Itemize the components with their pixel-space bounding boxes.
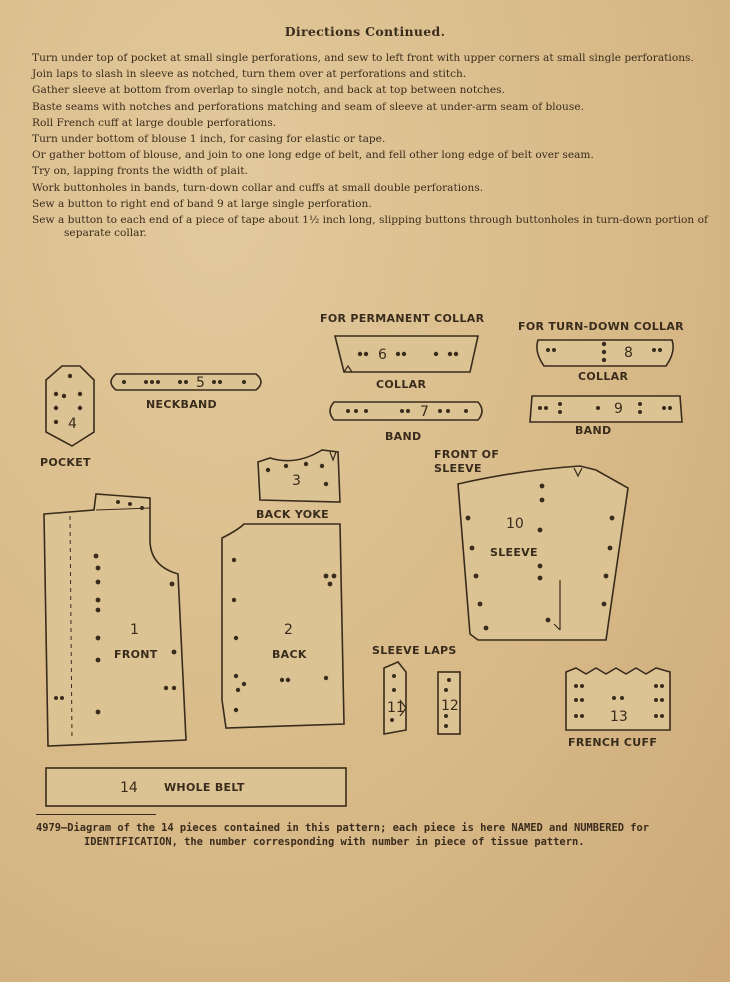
piece-12-sleeve-lap [438,672,460,734]
piece-2-back [222,524,344,728]
piece-8-label: COLLAR [578,370,629,383]
direction-line: Or gather bottom of blouse, and join to one long edge of belt, and fell other long edge of belt over seam. [32,149,594,162]
piece-1-number: 1 [130,622,139,638]
piece-2-label: BACK [272,648,307,661]
piece-8-collar [537,340,673,383]
piece-9-number: 9 [614,401,623,417]
piece-10-top-label-1: FRONT OF [434,448,500,461]
direction-line: Try on, lapping fronts the width of plait. [32,165,248,178]
direction-line: Work buttonholes in bands, turn-down collar and cuffs at small double perforations. [32,181,484,194]
piece-7-number: 7 [420,404,429,420]
piece-5-neckband [111,374,261,411]
piece-4-pocket [40,366,94,469]
piece-3-label: BACK YOKE [256,508,329,521]
piece-4-number: 4 [68,416,77,432]
piece-1-front [44,494,186,746]
piece-8-number: 8 [624,345,633,361]
piece-13-number: 13 [610,709,628,725]
piece-13-french-cuff [566,668,670,749]
direction-line: Join laps to slash in sleeve as notched, turn them over at perforations and stitch. [32,68,467,81]
heading-sleeve-laps: SLEEVE LAPS [372,644,457,657]
piece-6-number: 6 [378,347,387,363]
direction-line: Turn under top of pocket at small single perforations, and sew to left front with upper corners at small single perforations. [32,52,694,64]
piece-4-label: POCKET [40,456,91,469]
direction-line: Turn under bottom of blouse 1 inch, for casing for elastic or tape. [32,133,386,146]
piece-6-collar [335,336,478,391]
piece-11-sleeve-lap [384,662,406,734]
piece-3-number: 3 [292,473,301,489]
caption [36,822,708,849]
piece-7-band [330,402,482,443]
piece-10-number: 10 [506,516,524,532]
piece-13-label: FRENCH CUFF [568,736,658,749]
piece-9-band [530,396,682,437]
piece-14-label: WHOLE BELT [164,781,245,794]
heading-turn-down-collar: FOR TURN-DOWN COLLAR [518,320,684,333]
piece-14-number: 14 [120,780,138,796]
piece-12-number: 12 [441,698,459,714]
page-title: Directions Continued. [284,24,446,39]
piece-10-top-label-2: SLEEVE [434,462,482,475]
piece-3-back-yoke [256,450,340,521]
direction-line: Sew a button to each end of a piece of tape about 1½ inch long, slipping buttons through buttonholes in turn-down portion of separate collar. [32,214,708,240]
piece-1-label: FRONT [114,648,158,661]
piece-7-label: BAND [385,430,422,443]
piece-9-label: BAND [575,424,612,437]
direction-line: Sew a button to right end of band 9 at large single perforation. [32,197,372,210]
piece-6-label: COLLAR [376,378,427,391]
piece-14-whole-belt [46,768,346,806]
heading-permanent-collar: FOR PERMANENT COLLAR [320,312,485,325]
direction-line: Gather sleeve at bottom from overlap to single notch, and back at top between notches. [32,84,505,97]
piece-5-label: NECKBAND [146,398,217,411]
caption-divider [36,814,156,815]
direction-line: Roll French cuff at large double perforations. [32,116,277,129]
piece-10-sleeve [434,448,628,640]
caption-text: 4979—Diagram of the 14 pieces contained in this pattern; each piece is here NAMED and NUMBERED for IDENTIFICATION, the number corresponding with number in piece of tissue pattern. [36,822,650,848]
piece-10-label: SLEEVE [490,546,538,559]
piece-11-number: 11 [387,700,405,716]
piece-5-number: 5 [196,375,205,391]
piece-2-number: 2 [284,622,293,638]
direction-line: Baste seams with notches and perforations matching and seam of sleeve at under-arm seam of blouse. [32,100,584,113]
